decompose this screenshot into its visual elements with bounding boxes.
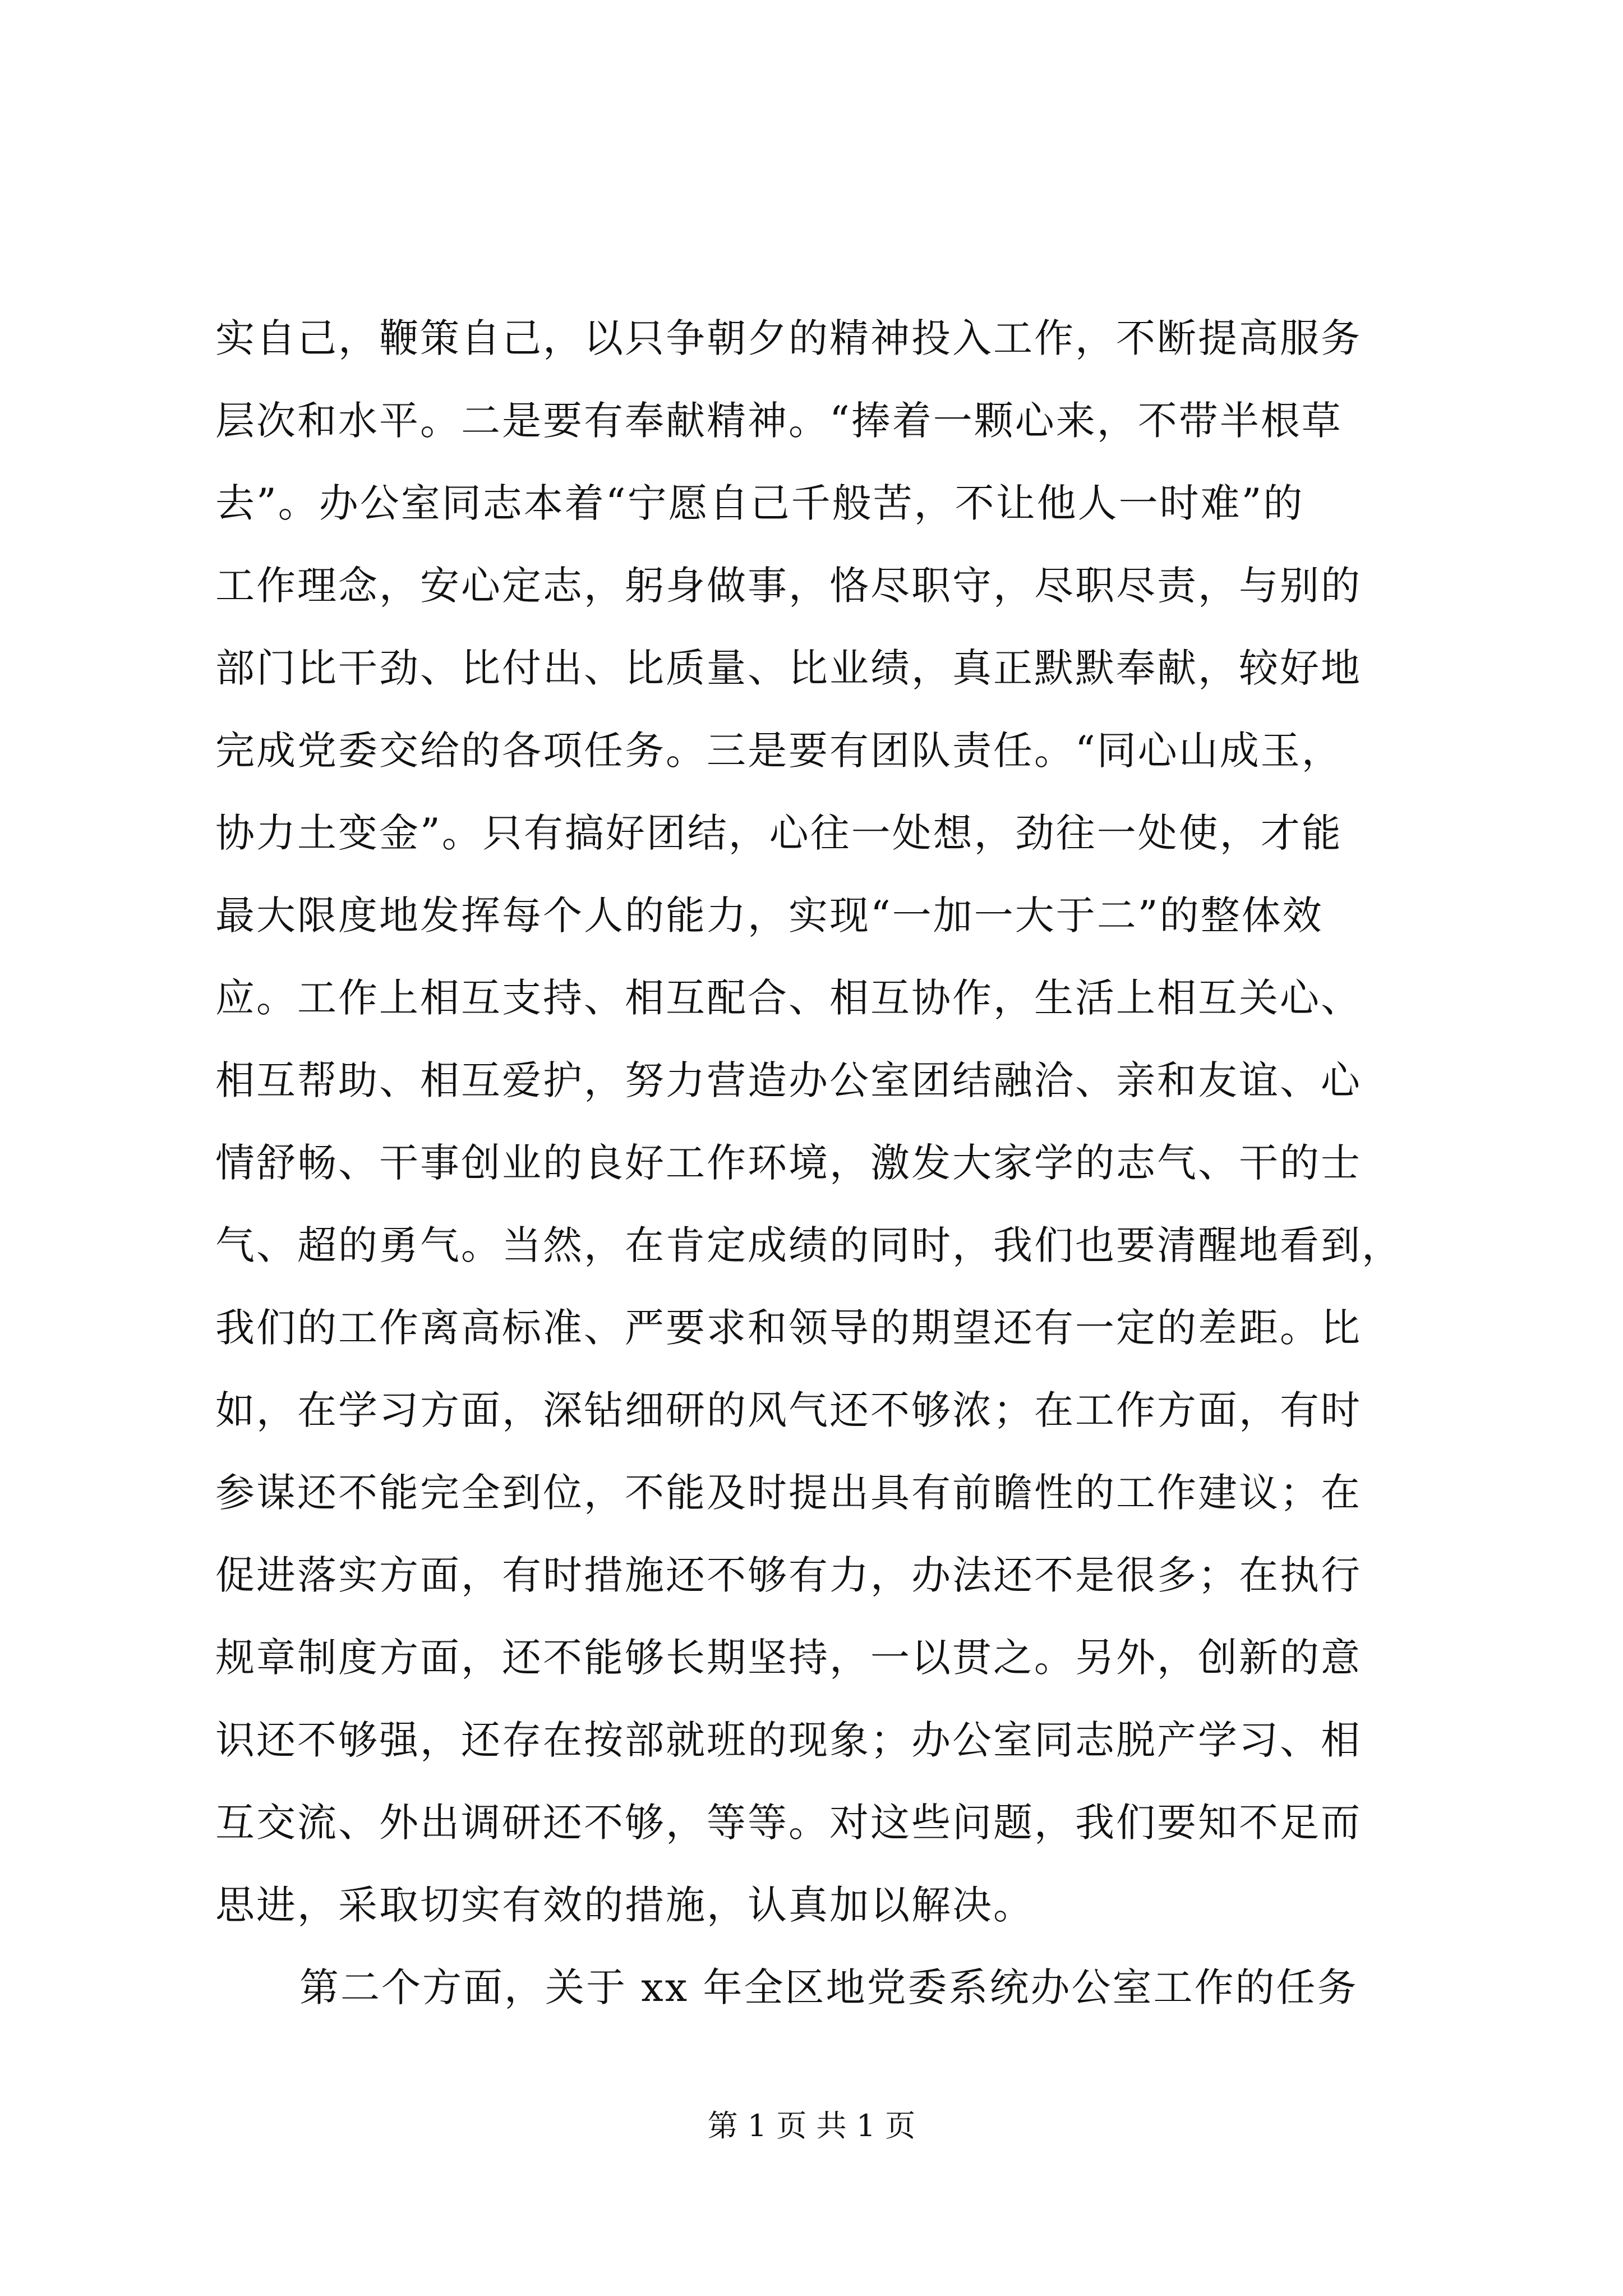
text-line: 情舒畅、干事创业的良好工作环境，激发大家学的志气、干的士 bbox=[215, 1140, 1362, 1186]
text-line: 思进，采取切实有效的措施，认真加以解决。 bbox=[215, 1882, 1034, 1928]
text-line: 气、超的勇气。当然，在肯定成绩的同时，我们也要清醒地看到， bbox=[215, 1222, 1403, 1268]
text-line: 如，在学习方面，深钻细研的风气还不够浓；在工作方面，有时 bbox=[215, 1387, 1362, 1433]
text-line: 最大限度地发挥每个人的能力，实现“一加一大于二”的整体效 bbox=[215, 892, 1324, 938]
text-line: 工作理念，安心定志，躬身做事，恪尽职守，尽职尽责，与别的 bbox=[215, 563, 1362, 609]
text-line: 我们的工作离高标准、严要求和领导的期望还有一定的差距。比 bbox=[215, 1305, 1362, 1351]
paragraph-start-line: 第二个方面，关于 xx 年全区地党委系统办公室工作的任务 bbox=[299, 1964, 1358, 2010]
text-line: 互交流、外出调研还不够，等等。对这些问题，我们要知不足而 bbox=[215, 1800, 1362, 1846]
text-line: 应。工作上相互支持、相互配合、相互协作，生活上相互关心、 bbox=[215, 975, 1362, 1021]
body-text bbox=[215, 297, 1427, 2029]
text-line: 参谋还不能完全到位，不能及时提出具有前瞻性的工作建议；在 bbox=[215, 1470, 1362, 1516]
text-line: 相互帮助、相互爱护，努力营造办公室团结融洽、亲和友谊、心 bbox=[215, 1057, 1362, 1103]
text-line: 识还不够强，还存在按部就班的现象；办公室同志脱产学习、相 bbox=[215, 1717, 1362, 1763]
text-line: 规章制度方面，还不能够长期坚持，一以贯之。另外，创新的意 bbox=[215, 1635, 1362, 1681]
text-line: 部门比干劲、比付出、比质量、比业绩，真正默默奉献，较好地 bbox=[215, 645, 1362, 691]
text-line: 去”。办公室同志本着“宁愿自己千般苦，不让他人一时难”的 bbox=[215, 480, 1304, 526]
text-line: 完成党委交给的各项任务。三是要有团队责任。“同心山成玉， bbox=[215, 728, 1343, 774]
page-footer: 第 1 页 共 1 页 bbox=[707, 2108, 916, 2143]
text-line: 协力土变金”。只有搞好团结，心往一处想，劲往一处使，才能 bbox=[215, 810, 1343, 856]
text-line: 促进落实方面，有时措施还不够有力，办法还不是很多；在执行 bbox=[215, 1552, 1362, 1598]
text-line: 实自己，鞭策自己，以只争朝夕的精神投入工作，不断提高服务 bbox=[215, 315, 1362, 361]
text-line: 层次和水平。二是要有奉献精神。“捧着一颗心来，不带半根草 bbox=[215, 398, 1343, 444]
